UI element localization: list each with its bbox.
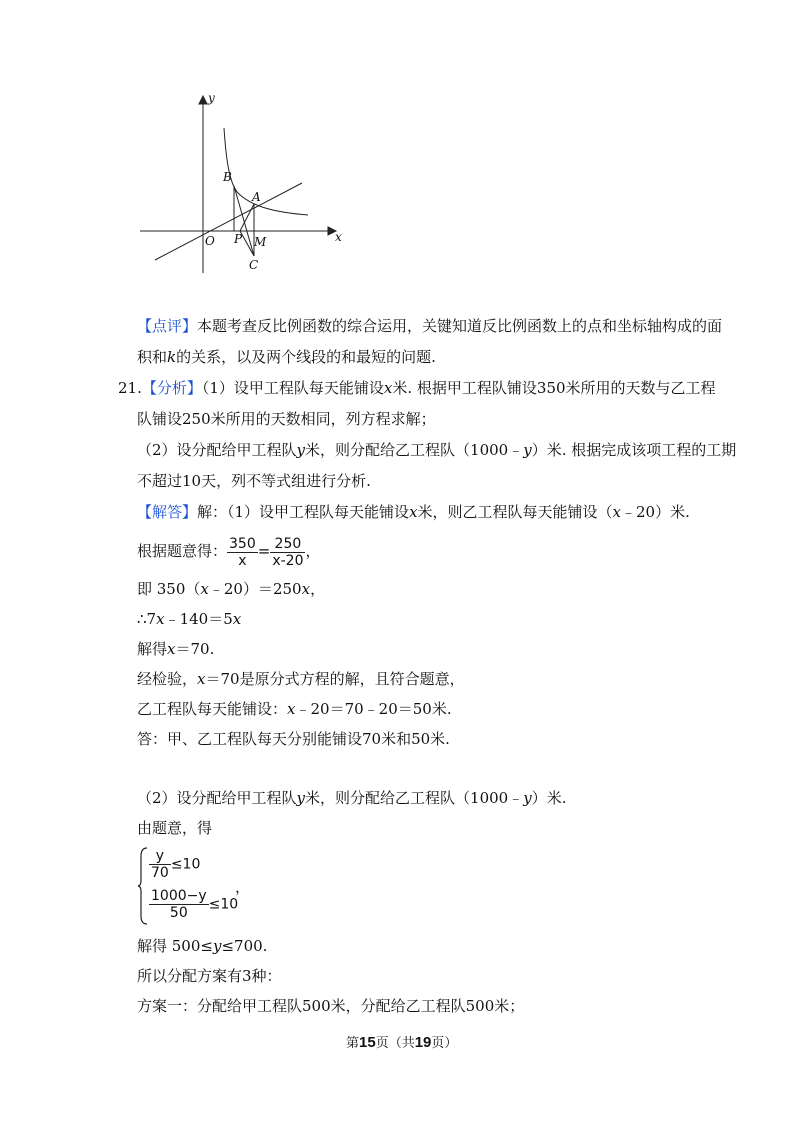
answer-text: 解得 500≤	[137, 937, 213, 955]
answer-text: ﹣20）米.	[621, 503, 690, 521]
review-tag: 【点评】	[137, 317, 198, 335]
fraction-numerator: 1000−y	[151, 888, 207, 904]
fraction-numerator: 250	[274, 535, 302, 552]
fraction-350-over-x	[227, 536, 258, 569]
comma: ，	[235, 878, 251, 896]
analysis-line-4	[137, 471, 371, 491]
page-number: 15	[359, 1034, 376, 1051]
equals-sign: =	[257, 542, 271, 560]
answer-text: 即 350（	[137, 580, 201, 598]
inequality-relation: ≤10	[170, 856, 201, 873]
inequality-2	[149, 888, 238, 921]
answer-text: 米，则分配给乙工程队（1000﹣	[305, 789, 524, 807]
var-x: x	[167, 640, 176, 658]
point-label-b: B	[223, 170, 232, 184]
var-x: x	[383, 379, 393, 397]
fraction-denominator: 50	[169, 905, 188, 921]
answer-line-4	[137, 609, 241, 629]
answer-line-7	[137, 699, 452, 719]
review-var-k: k	[167, 348, 177, 366]
var-y: y	[296, 789, 306, 807]
fraction-numerator: 350	[229, 535, 256, 552]
answer-text: 解得	[137, 640, 168, 658]
answer-text: 经检验，	[137, 670, 198, 688]
answer-line-8	[137, 729, 450, 749]
review-text-1: 本题考查反比例函数的综合运用，关键知道反比例函数上的点和坐标轴构成的面	[197, 317, 723, 335]
inequality-system	[137, 846, 277, 926]
fraction-1000-minus-y-over-50	[149, 888, 209, 921]
answer-text: 乙工程队每天能铺设：	[137, 700, 288, 718]
footer-text: 页）	[431, 1036, 458, 1051]
answer-text: ）米.	[531, 789, 567, 807]
axis-label-y: y	[208, 91, 215, 105]
var-x: x	[612, 503, 622, 521]
fraction-y-over-70	[149, 848, 171, 881]
analysis-text: ）米. 根据完成该项工程的工期	[531, 441, 737, 459]
var-y: y	[212, 937, 222, 955]
var-y: y	[296, 441, 306, 459]
var-x: x	[409, 503, 418, 521]
analysis-line-3	[137, 440, 736, 460]
review-line-2	[137, 347, 436, 367]
fraction-denominator: 70	[151, 865, 169, 881]
fraction-denominator: x	[238, 552, 247, 569]
comma: ，	[305, 542, 321, 560]
analysis-text: （1）设甲工程队每天能铺设	[201, 379, 384, 397]
answer-line-1	[137, 502, 690, 522]
analysis-line-1	[118, 378, 716, 398]
footer-text: 第	[346, 1036, 360, 1051]
left-brace	[137, 846, 149, 926]
point-label-m: M	[254, 235, 267, 249]
point-label-a: A	[252, 190, 261, 204]
inequality-relation: ≤10	[208, 896, 239, 913]
segment-p-a	[240, 204, 254, 231]
footer-text: 页（共	[375, 1036, 415, 1051]
analysis-text: 米，则分配给乙工程队（1000﹣	[305, 441, 524, 459]
answer-text: ≤700.	[221, 937, 268, 955]
answer-line-5	[137, 639, 214, 659]
part2-line-4	[137, 966, 282, 986]
point-label-p: P	[234, 232, 243, 246]
answer-text: ﹣20）＝250	[208, 580, 302, 598]
fraction-250-over-x-minus-20	[270, 536, 305, 569]
part2-line-1	[137, 788, 566, 808]
fraction-denominator: x-20	[272, 552, 304, 569]
answer-text: ＝70.	[175, 640, 215, 658]
review-text-2a: 积和	[137, 348, 168, 366]
review-line-1	[137, 316, 722, 336]
var-y: y	[523, 441, 532, 459]
inequality-1	[149, 848, 200, 881]
point-label-c: C	[249, 258, 259, 272]
answer-text: 答：甲、乙工程队每天分别能铺设70米和50米.	[137, 730, 450, 748]
analysis-text: 队铺设250米所用的天数相同，列方程求解；	[137, 410, 436, 428]
answer-text: 方案一：分配给甲工程队500米，分配给乙工程队500米；	[137, 997, 525, 1015]
line-through-origin	[155, 183, 302, 260]
analysis-text: （2）设分配给甲工程队	[137, 441, 297, 459]
answer-text: ﹣140＝5	[164, 610, 233, 628]
analysis-line-2	[137, 409, 436, 429]
analysis-text: 不超过10天，列不等式组进行分析.	[137, 472, 371, 490]
equation-line	[137, 533, 321, 569]
segment-p-c	[240, 231, 254, 256]
var-x: x	[200, 580, 209, 598]
question-number: 21.	[118, 379, 142, 397]
answer-text: ，	[310, 580, 326, 598]
analysis-text: 米. 根据甲工程队铺设350米所用的天数与乙工程	[392, 379, 716, 397]
answer-line-3	[137, 579, 325, 599]
answer-text: ∴7	[137, 610, 157, 628]
coordinate-graph	[130, 88, 350, 278]
part2-line-5	[137, 996, 524, 1016]
axis-label-x: x	[335, 230, 342, 244]
page-total: 19	[414, 1034, 432, 1051]
answer-text: 所以分配方案有3种：	[137, 967, 282, 985]
answer-text: 由题意，得	[137, 819, 213, 837]
var-x: x	[287, 700, 296, 718]
answer-text: （2）设分配给甲工程队	[137, 789, 297, 807]
analysis-tag: 【分析】	[141, 379, 202, 397]
var-x: x	[301, 580, 311, 598]
answer-tag: 【解答】	[137, 503, 198, 521]
answer-text: ＝70是原分式方程的解，且符合题意，	[205, 670, 465, 688]
part2-line-3	[137, 936, 267, 956]
answer-text: ﹣20＝70﹣20＝50米.	[295, 700, 452, 718]
var-y: y	[523, 789, 532, 807]
review-text-2b: 的关系，以及两个线段的和最短的问题.	[176, 348, 436, 366]
fraction-numerator: y	[155, 848, 165, 864]
answer-line-6	[137, 669, 465, 689]
page-footer	[346, 1032, 457, 1051]
answer-text: 根据题意得：	[137, 542, 228, 560]
var-x: x	[232, 610, 242, 628]
point-label-o: O	[205, 234, 215, 248]
part2-line-2	[137, 818, 212, 838]
answer-text: 解：（1）设甲工程队每天能铺设	[197, 503, 410, 521]
var-x: x	[197, 670, 206, 688]
answer-text: 米，则乙工程队每天能铺设（	[417, 503, 613, 521]
y-axis-arrow	[199, 96, 207, 104]
var-x: x	[156, 610, 165, 628]
